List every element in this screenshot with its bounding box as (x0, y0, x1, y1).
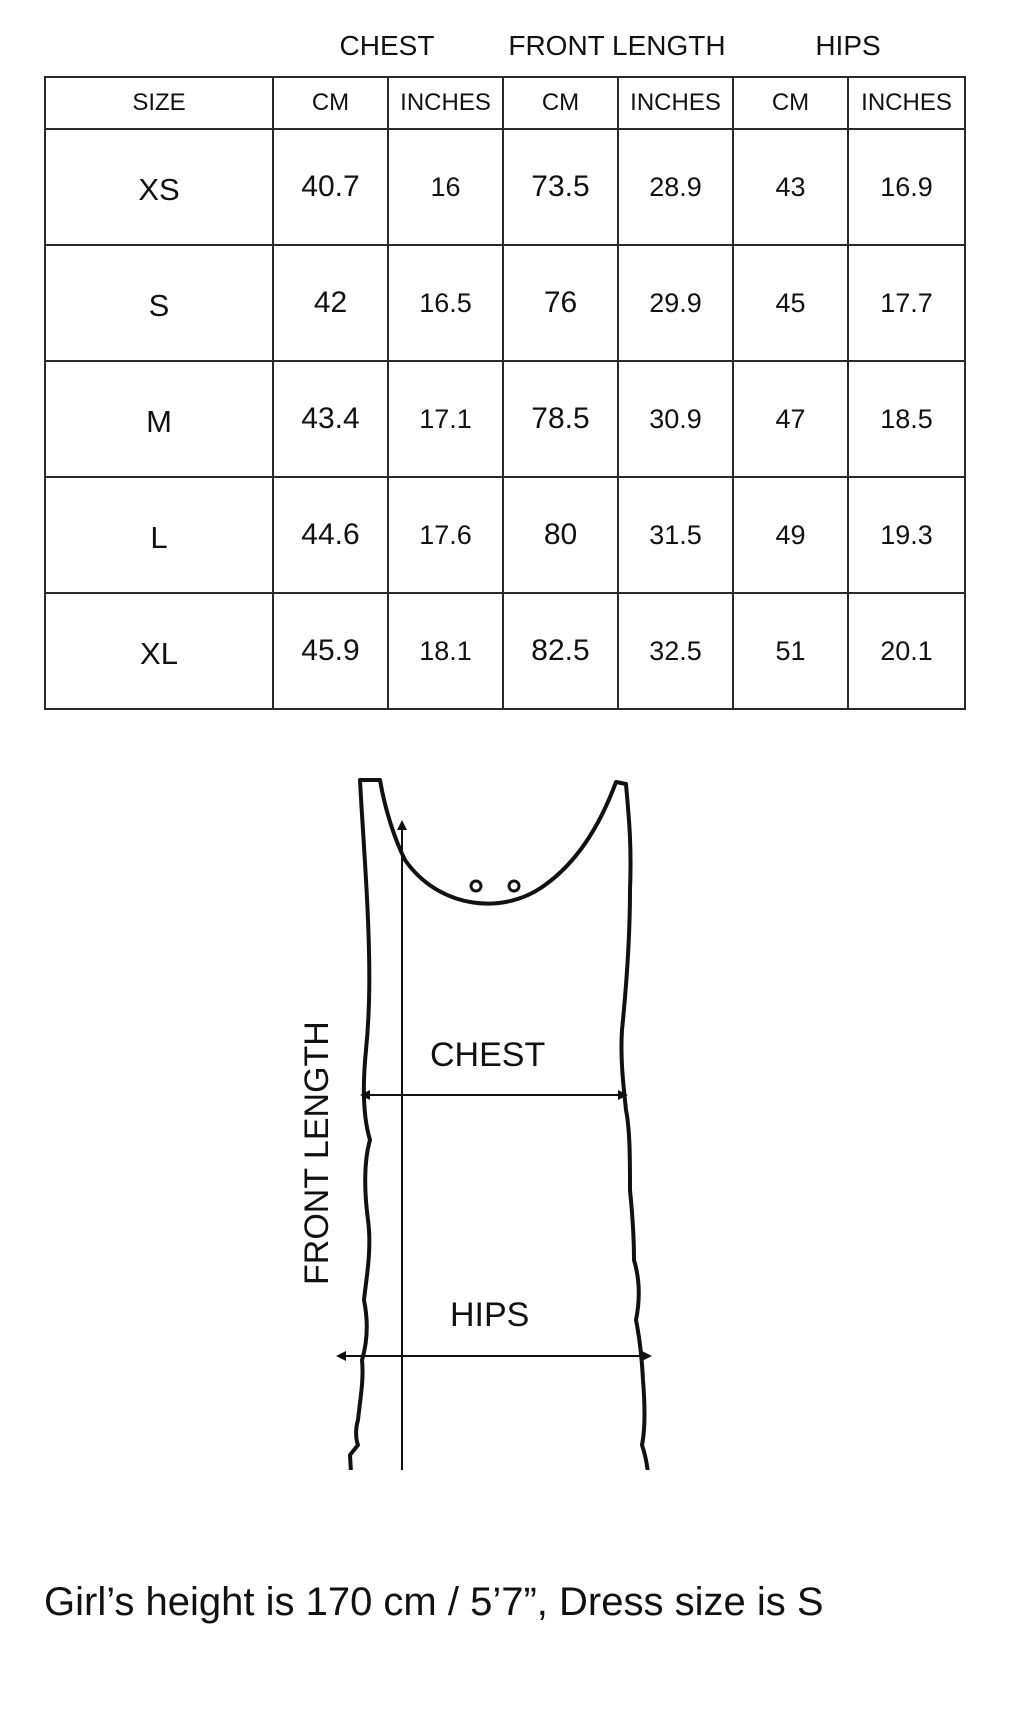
chest-cm-cell: 45.9 (273, 593, 388, 709)
table-row (45, 593, 965, 709)
chest-inches-cell: 16 (388, 129, 503, 245)
hips-cm-cell: 45 (733, 245, 848, 361)
length-inches-cell: 28.9 (618, 129, 733, 245)
chest-cm-cell: 40.7 (273, 129, 388, 245)
length-inches-cell: 31.5 (618, 477, 733, 593)
hips-cm-cell: 47 (733, 361, 848, 477)
length-cm-cell: 78.5 (503, 361, 618, 477)
column-header-length-inches: INCHES (618, 77, 733, 129)
chest-cm-cell: 42 (273, 245, 388, 361)
model-size-note: Girl’s height is 170 cm / 5’7”, Dress size is S (44, 1580, 824, 1624)
size-cell: M (45, 361, 273, 477)
chest-cm-cell: 43.4 (273, 361, 388, 477)
table-row (45, 477, 965, 593)
length-cm-cell: 73.5 (503, 129, 618, 245)
size-chart-table (44, 76, 966, 710)
garment-measurement-diagram (0, 740, 1016, 1470)
chest-inches-cell: 17.6 (388, 477, 503, 593)
column-header-length-cm: CM (503, 77, 618, 129)
length-cm-cell: 76 (503, 245, 618, 361)
length-inches-cell: 30.9 (618, 361, 733, 477)
column-header-hips-inches: INCHES (848, 77, 965, 129)
chest-inches-cell: 18.1 (388, 593, 503, 709)
column-header-hips-cm: CM (733, 77, 848, 129)
button-dot-icon (471, 881, 481, 891)
front-length-group-header: FRONT LENGTH (508, 30, 726, 61)
length-cm-cell: 80 (503, 477, 618, 593)
hips-group-header: HIPS (815, 30, 881, 61)
size-cell: XS (45, 129, 273, 245)
hips-label: HIPS (450, 1296, 530, 1334)
button-dot-icon (509, 881, 519, 891)
table-row (45, 361, 965, 477)
chest-group-header: CHEST (339, 30, 435, 61)
chest-inches-cell: 17.1 (388, 361, 503, 477)
column-header-size: SIZE (45, 77, 273, 129)
size-cell: XL (45, 593, 273, 709)
hips-cm-cell: 51 (733, 593, 848, 709)
tank-top-outline-icon (348, 780, 649, 1470)
column-header-chest-cm: CM (273, 77, 388, 129)
column-header-chest-inches: INCHES (388, 77, 503, 129)
table-header-row (45, 77, 965, 129)
chest-inches-cell: 16.5 (388, 245, 503, 361)
hips-cm-cell: 43 (733, 129, 848, 245)
length-inches-cell: 29.9 (618, 245, 733, 361)
front-length-label: FRONT LENGTH (298, 1021, 336, 1285)
size-cell: S (45, 245, 273, 361)
hips-inches-cell: 16.9 (848, 129, 965, 245)
chest-cm-cell: 44.6 (273, 477, 388, 593)
hips-inches-cell: 20.1 (848, 593, 965, 709)
hips-cm-cell: 49 (733, 477, 848, 593)
length-cm-cell: 82.5 (503, 593, 618, 709)
chest-label: CHEST (430, 1036, 546, 1074)
table-row (45, 129, 965, 245)
length-inches-cell: 32.5 (618, 593, 733, 709)
hips-inches-cell: 17.7 (848, 245, 965, 361)
hips-inches-cell: 18.5 (848, 361, 965, 477)
table-row (45, 245, 965, 361)
size-cell: L (45, 477, 273, 593)
hips-inches-cell: 19.3 (848, 477, 965, 593)
